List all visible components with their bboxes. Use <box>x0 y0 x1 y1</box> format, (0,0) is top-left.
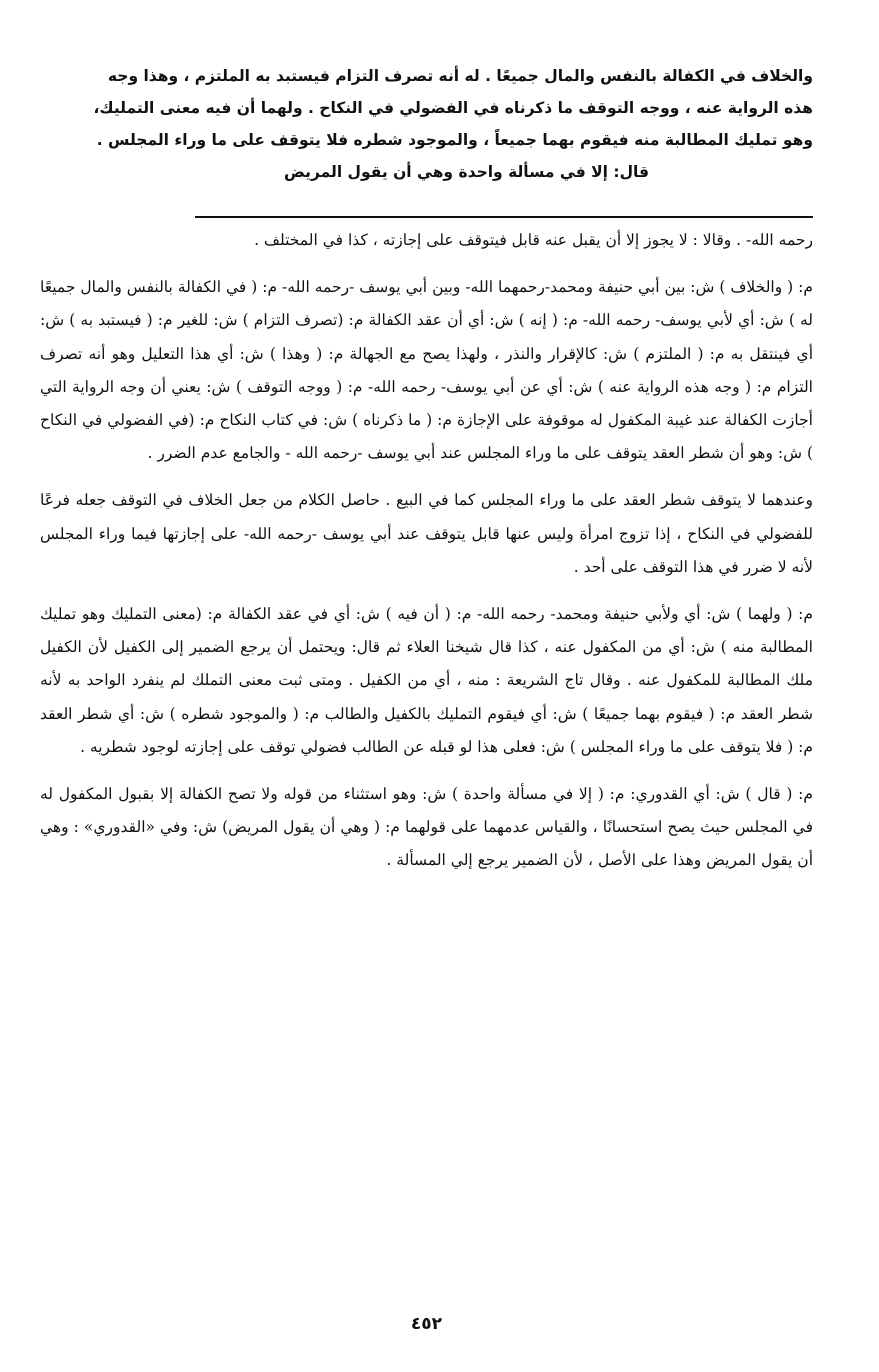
separator-line <box>195 216 813 218</box>
book-page <box>40 60 813 1352</box>
commentary-paragraph: م: ( قال ) ش: أي القدوري: م: ( إلا في مسألة واحدة ) ش: وهو استثناء من قوله ولا تصح الكفالة إلا بقبول المكفول له في المجلس حيث يصح استحسانًا ، والقياس عدمهما على قولهما م: ( وهي أن يقول المريض) ش: وفي «القدوري» : وهي أن يقول المريض وهذا على الأصل ، لأن الضمير يرجع إلي المسألة . <box>40 785 813 870</box>
commentary-block <box>40 224 813 878</box>
commentary-continuation: رحمه الله- . وقالا : لا يجوز إلا أن يقبل عنه قابل فيتوقف على إجازته ، كذا في المختلف . <box>254 231 813 249</box>
main-text-block <box>40 60 813 188</box>
commentary-paragraph: م: ( والخلاف ) ش: بين أبي حنيفة ومحمد-رحمهما الله- وبين أبي يوسف -رحمه الله- م: ( في الكفالة بالنفس والمال جميعًا له ) ش: أي لأبي يوسف- رحمه الله- م: ( إنه ) ش: أي أن عقد الكفالة م: (تصرف التزام ) ش: للغير م: ( فيستبد به ) ش: أي فينتقل به م: ( الملتزم ) ش: كالإقرار والنذر ، ولهذا يصح مع الجهالة م: ( وهذا ) ش: أي هذا التعليل وهو أنه تصرف التزام م: ( وجه هذه الرواية عنه ) ش: أي عن أبي يوسف- رحمه الله- م: ( ووجه التوقف ) ش: يعني أن وجه الرواية التي أجازت الكفالة عند غيبة المكفول له موقوفة على الإجازة م: ( ما ذكرناه ) ش: في كتاب النكاح م: (في الفضولي في النكاح ) ش: وهو أن شطر العقد يتوقف على ما وراء المجلس عند أبي يوسف -رحمه الله - والجامع عدم الضرر . <box>40 278 813 463</box>
main-text-line: وهو تمليك المطالبة منه فيقوم بهما جميعاً ، والموجود شطره فلا يتوقف على ما وراء المجلس . <box>96 131 813 149</box>
page-number: ٤٥٢ <box>410 1314 443 1334</box>
main-text-line: قال: إلا في مسألة واحدة وهي أن يقول المريض <box>284 163 649 181</box>
main-text-line: هذه الرواية عنه ، ووجه التوقف ما ذكرناه في الفضولي في النكاح . ولهما أن فيه معنى التمليك، <box>93 99 813 117</box>
commentary-paragraph: م: ( ولهما ) ش: أي ولأبي حنيفة ومحمد- رحمه الله- م: ( أن فيه ) ش: أي في عقد الكفالة م: (معنى التمليك وهو تمليك المطالبة منه ) ش: أي من المكفول عنه ، كذا قال شيخنا العلاء ثم قال: ويحتمل أن يرجع الضمير إلى الكفيل لأن الكفيل ملك المطالبة للمكفول عنه . وقال تاج الشريعة : منه ، أي من الكفيل . ومتى ثبت معنى التملك لم ينفرد الواحد به لأنه شطر العقد م: ( فيقوم بهما جميعًا ) ش: أي فيقوم التمليك بالكفيل والطالب م: ( والموجود شطره ) ش: أي شطر العقد م: ( فلا يتوقف على ما وراء المجلس ) ش: فعلى هذا لو قبله عن الطالب فضولي توقف على إجازته لوجود شطريه . <box>40 605 813 756</box>
main-text-line: والخلاف في الكفالة بالنفس والمال جميعًا . له أنه تصرف التزام فيستبد به الملتزم ، وهذا وجه <box>107 67 813 85</box>
commentary-paragraph: وعندهما لا يتوقف شطر العقد على ما وراء المجلس كما في البيع . حاصل الكلام من جعل الخلاف في التوقف جعله فرعًا للفضولي في النكاح ، إذا تزوج امرأة وليس عنها قابل يتوقف عند أبي يوسف -رحمه الله- على إجازتها فيما وراء المجلس لأنه لا ضرر في هذا التوقف على أحد . <box>40 491 813 576</box>
